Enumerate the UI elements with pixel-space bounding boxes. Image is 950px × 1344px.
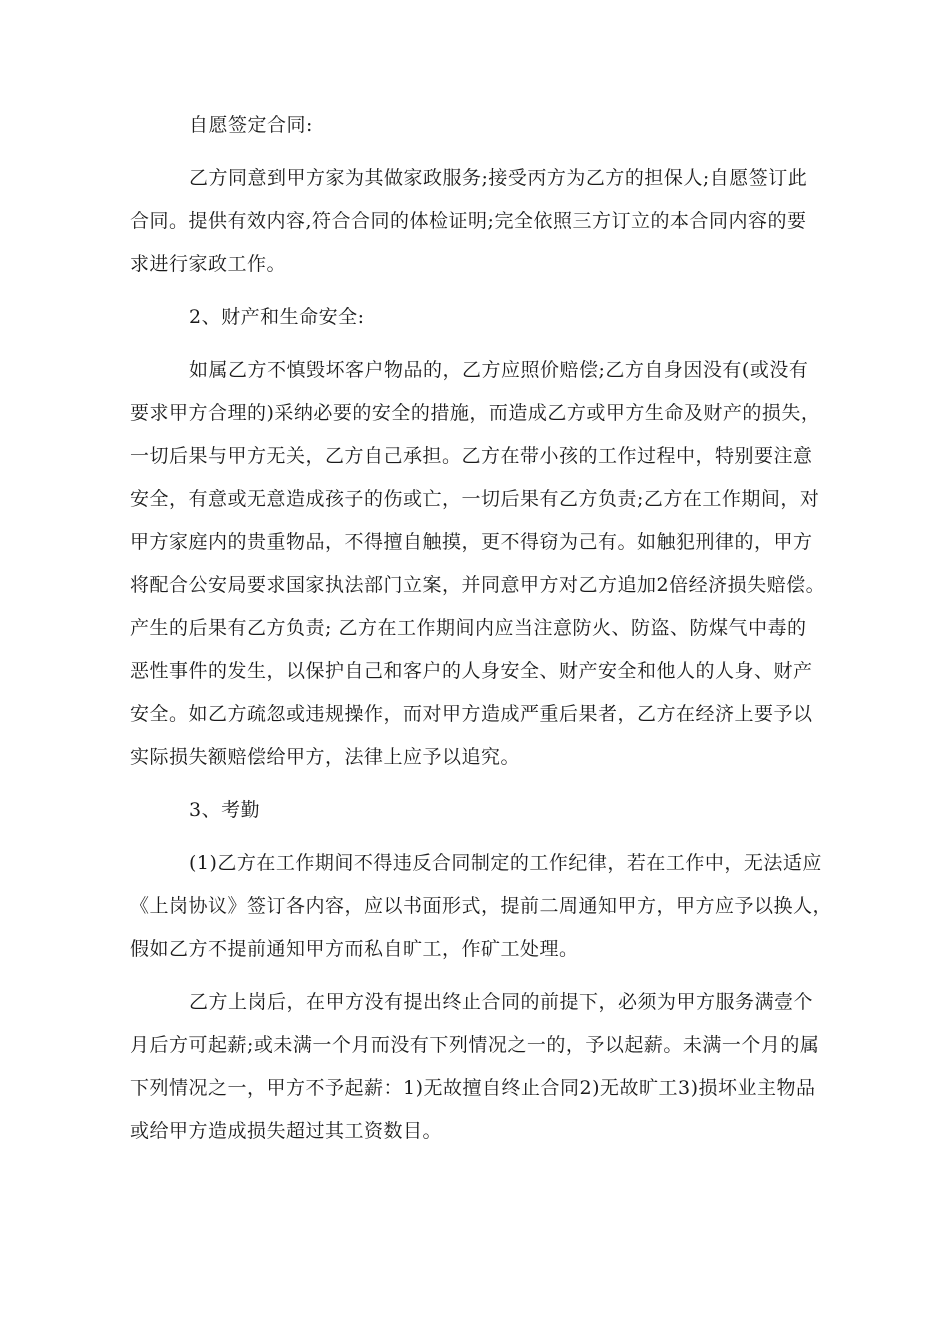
text-line: 或给甲方造成损失超过其工资数目。 (130, 1120, 443, 1142)
paragraph-voluntary-signing (130, 104, 830, 147)
text-line: 2、财产和生命安全: (189, 306, 365, 328)
text-line: 《上岗协议》签订各内容，应以书面形式，提前二周通知甲方，甲方应予以换人， (130, 895, 833, 917)
text-line: 如属乙方不慎毁坏客户物品的，乙方应照价赔偿;乙方自身因没有(或没有 (189, 359, 809, 381)
text-line: 要求甲方合理的)采纳必要的安全的措施，而造成乙方或甲方生命及财产的损失， (130, 402, 821, 424)
text-line: 将配合公安局要求国家执法部门立案，并同意甲方对乙方追加2倍经济损失赔偿。 (130, 574, 826, 596)
paragraph-attendance-rules (130, 842, 833, 971)
text-line: 求进行家政工作。 (130, 253, 287, 275)
text-line: 安全。如乙方疏忽或违规操作，而对甲方造成严重后果者，乙方在经济上要予以 (130, 703, 813, 725)
paragraph-party-b-consent (130, 157, 830, 286)
text-line: 实际损失额赔偿给甲方，法律上应予以追究。 (130, 746, 521, 768)
text-line: 自愿签定合同: (189, 114, 313, 136)
text-line: 3、考勤 (189, 799, 261, 821)
text-line: 下列情况之一，甲方不予起薪：1)无故擅自终止合同2)无故旷工3)损坏业主物品 (130, 1077, 816, 1099)
text-line: 甲方家庭内的贵重物品，不得擅自触摸，更不得窃为己有。如触犯刑律的，甲方 (130, 531, 813, 553)
text-line: (1)乙方在工作期间不得违反合同制定的工作纪律，若在工作中，无法适应 (189, 852, 822, 874)
section-heading-property-safety (130, 296, 830, 339)
paragraph-property-safety (130, 349, 830, 779)
text-line: 月后方可起薪;或未满一个月而没有下列情况之一的，予以起薪。未满一个月的属 (130, 1034, 820, 1056)
text-line: 产生的后果有乙方负责; 乙方在工作期间内应当注意防火、防盗、防煤气中毒的 (130, 617, 807, 639)
text-line: 乙方上岗后，在甲方没有提出终止合同的前提下，必须为甲方服务满壹个 (189, 991, 814, 1013)
document-body (130, 104, 833, 1163)
paragraph-salary-start (130, 981, 830, 1153)
text-line: 安全，有意或无意造成孩子的伤或亡，一切后果有乙方负责;乙方在工作期间，对 (130, 488, 820, 510)
text-line: 合同。提供有效内容,符合合同的体检证明;完全依照三方订立的本合同内容的要 (130, 210, 807, 232)
text-line: 恶性事件的发生，以保护自己和客户的人身安全、财产安全和他人的人身、财产 (130, 660, 813, 682)
section-heading-attendance (130, 789, 830, 832)
text-line: 一切后果与甲方无关，乙方自己承担。乙方在带小孩的工作过程中，特别要注意 (130, 445, 813, 467)
text-line: 假如乙方不提前通知甲方而私自旷工，作矿工处理。 (130, 938, 579, 960)
text-line: 乙方同意到甲方家为其做家政服务;接受丙方为乙方的担保人;自愿签订此 (189, 167, 808, 189)
